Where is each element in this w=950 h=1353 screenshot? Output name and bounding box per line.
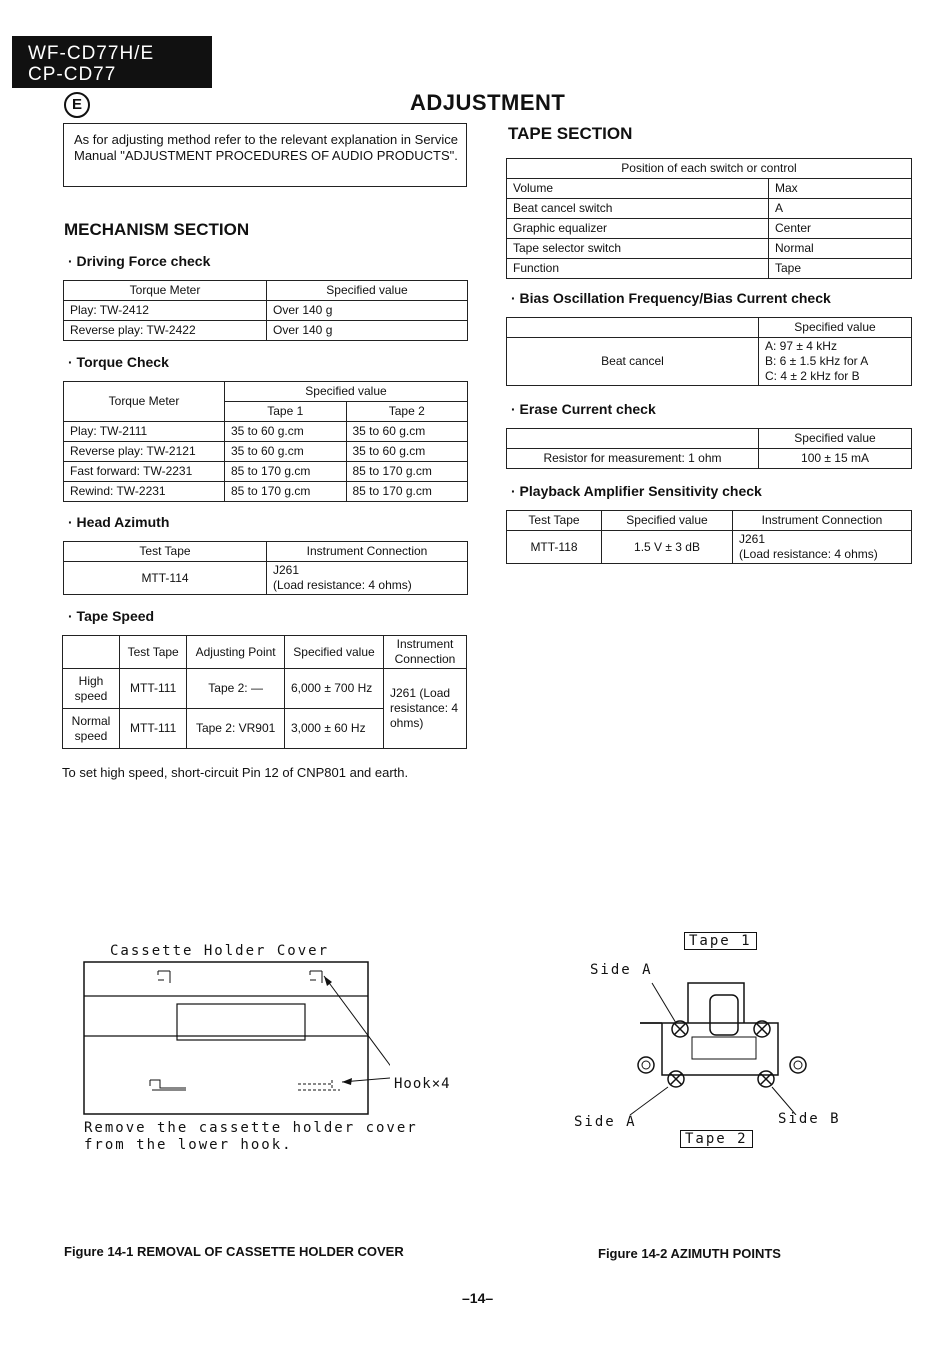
- cell: J261 (Load resistance: 4 ohms): [384, 669, 467, 749]
- cell: Over 140 g: [267, 321, 468, 341]
- cell: Fast forward: TW-2231: [64, 462, 225, 482]
- header-cell: [507, 429, 759, 449]
- torque-check-title: · Torque Check: [68, 354, 169, 370]
- header-cell: Adjusting Point: [187, 636, 285, 669]
- cell: Tape 2: —: [187, 669, 285, 709]
- header-cell: Instrument Connection: [733, 511, 912, 531]
- header-cell: Torque Meter: [64, 281, 267, 301]
- cell: Graphic equalizer: [507, 219, 769, 239]
- bias-value: C: 4 ± 2 kHz for B: [765, 369, 860, 383]
- table-row: [507, 199, 912, 219]
- table-row: [64, 542, 468, 562]
- table-row: [64, 482, 468, 502]
- cell: Over 140 g: [267, 301, 468, 321]
- reference-note: As for adjusting method refer to the relevant explanation in Service Manual "ADJUSTMENT PROCEDURES OF AUDIO PRODUCTS".: [63, 123, 467, 187]
- bias-check-title: · Bias Oscillation Frequency/Bias Current check: [511, 290, 831, 306]
- cell: 35 to 60 g.cm: [225, 422, 347, 442]
- head-azimuth-table: [63, 541, 468, 595]
- header-cell: Specified value: [759, 318, 912, 338]
- header-cell: Tape 2: [346, 402, 468, 422]
- bias-value: B: 6 ± 1.5 kHz for A: [765, 354, 869, 368]
- header-cell: Test Tape: [507, 511, 602, 531]
- header-cell: Test Tape: [120, 636, 187, 669]
- cell: 85 to 170 g.cm: [225, 462, 347, 482]
- cell: 6,000 ± 700 Hz: [284, 669, 383, 709]
- table-row: [507, 338, 912, 386]
- figure-14-1-caption: Figure 14-1 REMOVAL OF CASSETTE HOLDER COVER: [64, 1244, 404, 1259]
- side-a-bottom-label: Side A: [574, 1114, 637, 1130]
- torque-table: [63, 381, 468, 502]
- cell: 100 ± 15 mA: [759, 449, 912, 469]
- tape-section-title: TAPE SECTION: [508, 124, 633, 143]
- cell: [759, 338, 912, 386]
- header-cell: Specified value: [602, 511, 733, 531]
- cell: 35 to 60 g.cm: [225, 442, 347, 462]
- header-cell: Instrument Connection: [267, 542, 468, 562]
- region-badge: E: [64, 92, 90, 118]
- side-a-top-label: Side A: [590, 962, 653, 978]
- cell: Volume: [507, 179, 769, 199]
- bias-table: [506, 317, 912, 386]
- cell: [733, 531, 912, 564]
- cell: 35 to 60 g.cm: [346, 422, 468, 442]
- cell: Function: [507, 259, 769, 279]
- cell: Resistor for measurement: 1 ohm: [507, 449, 759, 469]
- model-line-1: WF-CD77H/E: [28, 43, 155, 64]
- playback-check-title: · Playback Amplifier Sensitivity check: [511, 483, 762, 499]
- cell: [267, 562, 468, 595]
- driving-force-title: · Driving Force check: [68, 253, 211, 269]
- model-label: [12, 36, 212, 88]
- erase-check-title: · Erase Current check: [511, 401, 656, 417]
- cell: Play: TW-2412: [64, 301, 267, 321]
- mechanism-section-title: MECHANISM SECTION: [64, 220, 250, 239]
- cell: Center: [769, 219, 912, 239]
- header-cell: Tape 1: [225, 402, 347, 422]
- cell: 1.5 V ± 3 dB: [602, 531, 733, 564]
- cassette-cover-label: Cassette Holder Cover: [110, 943, 330, 959]
- figure-14-2-caption: Figure 14-2 AZIMUTH POINTS: [598, 1246, 781, 1261]
- cell: MTT-111: [120, 669, 187, 709]
- cell: High speed: [63, 669, 120, 709]
- table-row: [64, 382, 468, 402]
- cell: Rewind: TW-2231: [64, 482, 225, 502]
- cell: Reverse play: TW-2422: [64, 321, 267, 341]
- header-cell: Instrument Connection: [384, 636, 467, 669]
- connection-line: J261: [739, 532, 766, 546]
- hook-label: Hook×4: [394, 1076, 451, 1092]
- table-row: [64, 301, 468, 321]
- cell: 85 to 170 g.cm: [346, 462, 468, 482]
- cell: A: [769, 199, 912, 219]
- cell: MTT-114: [64, 562, 267, 595]
- header-cell: Specified value: [267, 281, 468, 301]
- cell: Normal speed: [63, 709, 120, 749]
- table-row: [507, 449, 912, 469]
- cell: Beat cancel: [507, 338, 759, 386]
- tape-speed-table: [62, 635, 467, 749]
- switch-position-table: [506, 158, 912, 279]
- header-cell: [507, 318, 759, 338]
- table-row: [507, 179, 912, 199]
- cell: Tape 2: VR901: [187, 709, 285, 749]
- table-row: [507, 511, 912, 531]
- table-row: [507, 159, 912, 179]
- tape-1-label: Tape 1: [684, 932, 757, 950]
- table-row: [64, 562, 468, 595]
- connection-line: (Load resistance: 4 ohms): [273, 578, 412, 592]
- tape-speed-title: · Tape Speed: [68, 608, 155, 624]
- cell: MTT-111: [120, 709, 187, 749]
- cell: Normal: [769, 239, 912, 259]
- table-row: [507, 429, 912, 449]
- table-row: [63, 669, 467, 709]
- head-azimuth-title: · Head Azimuth: [68, 514, 170, 530]
- playback-table: [506, 510, 912, 564]
- table-row: [507, 318, 912, 338]
- tape-2-label: Tape 2: [680, 1130, 753, 1148]
- header-cell: Torque Meter: [64, 382, 225, 422]
- table-row: [63, 636, 467, 669]
- cell: Beat cancel switch: [507, 199, 769, 219]
- table-row: [64, 462, 468, 482]
- cell: Max: [769, 179, 912, 199]
- cell: Play: TW-2111: [64, 422, 225, 442]
- cell: Tape: [769, 259, 912, 279]
- cell: MTT-118: [507, 531, 602, 564]
- cell: Tape selector switch: [507, 239, 769, 259]
- header-cell: Specified value: [225, 382, 468, 402]
- header-cell: [63, 636, 120, 669]
- removal-instruction-2: from the lower hook.: [84, 1137, 293, 1153]
- cell: Reverse play: TW-2121: [64, 442, 225, 462]
- table-row: [507, 531, 912, 564]
- connection-line: J261: [273, 563, 300, 577]
- table-row: [64, 281, 468, 301]
- header-cell: Specified value: [759, 429, 912, 449]
- connection-line: (Load resistance: 4 ohms): [739, 547, 878, 561]
- removal-instruction-1: Remove the cassette holder cover: [84, 1120, 418, 1136]
- erase-table: [506, 428, 912, 469]
- cell: 3,000 ± 60 Hz: [284, 709, 383, 749]
- header-cell: Test Tape: [64, 542, 267, 562]
- page-number: –14–: [462, 1290, 494, 1306]
- table-row: [64, 422, 468, 442]
- side-b-label: Side B: [778, 1111, 841, 1127]
- model-line-2: CP-CD77: [28, 64, 117, 85]
- cassette-holder-diagram: [80, 958, 390, 1118]
- table-row: [507, 259, 912, 279]
- table-row: [64, 442, 468, 462]
- page-title: ADJUSTMENT: [410, 90, 566, 115]
- table-row: [64, 321, 468, 341]
- header-cell: Specified value: [284, 636, 383, 669]
- header-cell: Position of each switch or control: [507, 159, 912, 179]
- table-row: [507, 219, 912, 239]
- table-row: [507, 239, 912, 259]
- cell: 35 to 60 g.cm: [346, 442, 468, 462]
- tape-speed-footnote: To set high speed, short-circuit Pin 12 of CNP801 and earth.: [62, 765, 409, 780]
- driving-force-table: [63, 280, 468, 341]
- bias-value: A: 97 ± 4 kHz: [765, 339, 837, 353]
- cell: 85 to 170 g.cm: [225, 482, 347, 502]
- azimuth-points-diagram: [600, 975, 830, 1115]
- cell: 85 to 170 g.cm: [346, 482, 468, 502]
